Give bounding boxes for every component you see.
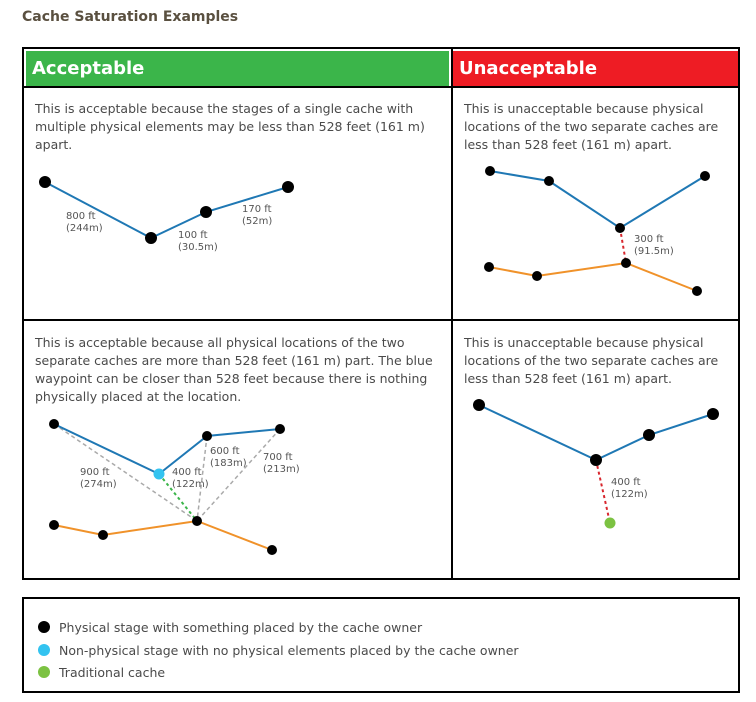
blue-dot-icon — [38, 644, 50, 656]
legend-item — [38, 618, 422, 636]
legend-item — [38, 641, 519, 659]
physical-stage — [200, 206, 212, 218]
distance-label: (274m) — [80, 479, 117, 490]
legend-label: Physical stage with something placed by the cache owner — [59, 619, 423, 635]
distance-label: 700 ft — [263, 452, 293, 463]
distance-label: 900 ft — [80, 467, 110, 478]
physical-stage — [267, 545, 277, 555]
header-divider — [24, 86, 738, 88]
distance-label: 800 ft — [66, 211, 96, 222]
physical-stage — [192, 516, 202, 526]
legend-item — [38, 663, 165, 681]
distance-label: (244m) — [66, 223, 103, 234]
unacceptable-header: Unacceptable — [453, 51, 738, 86]
cache-a-path — [479, 405, 713, 460]
cell-bottom-right-text: This is unacceptable because physical locations of the two separate caches are less than 528 feet (161 m) apart. — [464, 335, 719, 386]
physical-stage — [643, 429, 655, 441]
cache-a-path — [490, 171, 705, 228]
physical-stage — [49, 520, 59, 530]
physical-stage — [202, 431, 212, 441]
legend-label: Traditional cache — [59, 664, 166, 680]
diagram-top-right — [453, 159, 738, 309]
physical-stage — [485, 166, 495, 176]
cell-top-left-text: This is acceptable because the stages of a single cache with multiple physical elements may be less than 528 feet (161 m) apart. — [35, 101, 425, 152]
physical-stage — [282, 181, 294, 193]
distance-label: (91.5m) — [634, 246, 674, 257]
physical-stage — [39, 176, 51, 188]
page-title: Cache Saturation Examples — [22, 9, 239, 25]
physical-stage — [621, 258, 631, 268]
too-close-distance — [620, 228, 626, 263]
physical-stage — [692, 286, 702, 296]
diagram-top-left — [26, 159, 449, 309]
distance-label: 400 ft — [611, 477, 641, 488]
distance-label: (183m) — [210, 458, 247, 469]
examples-grid — [22, 47, 740, 580]
acceptable-header: Acceptable — [26, 51, 449, 86]
cache-b-path — [54, 521, 272, 550]
cell-bottom-left-text: This is acceptable because all physical locations of the two separate caches are more than 528 feet (161 m) part. The blue waypoint can be closer than 528 feet because there is nothing physically placed at the location. — [35, 335, 433, 404]
physical-stage — [544, 176, 554, 186]
diagram-bottom-right — [453, 394, 738, 579]
physical-stage — [145, 232, 157, 244]
physical-stage — [484, 262, 494, 272]
distance-label: 100 ft — [178, 230, 208, 241]
physical-stage — [615, 223, 625, 233]
distance-label: 300 ft — [634, 234, 664, 245]
too-close-distance — [596, 460, 610, 523]
row-divider — [24, 319, 738, 321]
physical-stage — [275, 424, 285, 434]
physical-stage — [473, 399, 485, 411]
diagram-bottom-left — [26, 409, 449, 579]
legend — [22, 597, 740, 693]
legend-label: Non-physical stage with no physical elements placed by the cache owner — [59, 642, 519, 658]
physical-stage — [590, 454, 602, 466]
non-physical-stage — [154, 469, 165, 480]
green-dot-icon — [38, 666, 50, 678]
distance-label: 400 ft — [172, 467, 202, 478]
traditional-cache — [605, 518, 616, 529]
physical-stage — [98, 530, 108, 540]
distance-label: (122m) — [611, 489, 648, 500]
distance-label: (122m) — [172, 479, 209, 490]
physical-stage — [700, 171, 710, 181]
physical-stage — [532, 271, 542, 281]
distance-label: 170 ft — [242, 204, 272, 215]
cache-b-path — [489, 263, 697, 291]
distance-label: (30.5m) — [178, 242, 218, 253]
physical-stage — [707, 408, 719, 420]
black-dot-icon — [38, 621, 50, 633]
distance-label: 600 ft — [210, 446, 240, 457]
distance-label: (213m) — [263, 464, 300, 475]
cell-top-right-text: This is unacceptable because physical locations of the two separate caches are less than 528 feet (161 m) apart. — [464, 101, 719, 152]
distance-line — [197, 429, 280, 521]
distance-label: (52m) — [242, 216, 273, 227]
physical-stage — [49, 419, 59, 429]
